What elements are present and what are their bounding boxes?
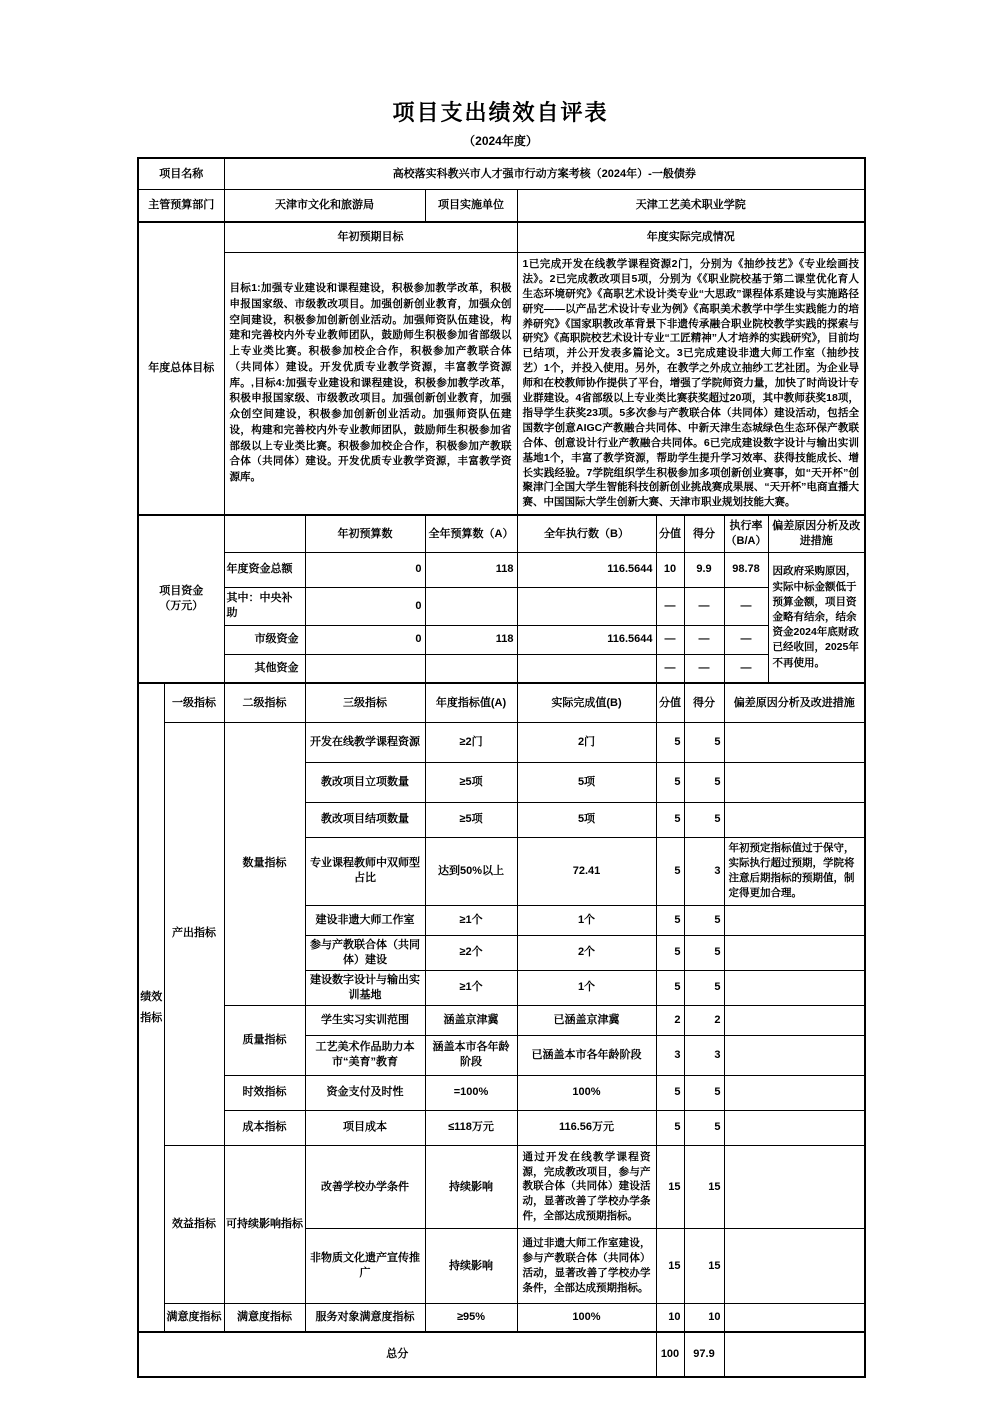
- total-score-label: 总分: [138, 1332, 656, 1377]
- indicator-target-cell: ≥1个: [425, 970, 517, 1005]
- self-evaluation-form: [137, 100, 864, 1378]
- funding-header-row: [138, 515, 865, 552]
- funding-municipal-rate: —: [724, 625, 768, 654]
- funding-other-score-max: —: [656, 654, 684, 683]
- indicator-score-cell: 15: [684, 1145, 724, 1229]
- funding-row-other: [138, 654, 865, 683]
- indicator-score-cell: 5: [684, 1075, 724, 1110]
- funding-total-score: 9.9: [684, 552, 724, 587]
- indicator-score-cell: 15: [684, 1229, 724, 1304]
- indicator-actual-cell: 1个: [517, 970, 656, 1005]
- level1-output-label: 产出指标: [164, 722, 224, 1145]
- indicator-deviation-cell: [724, 935, 865, 970]
- indicator-name-cell: 教改项目立项数量: [305, 762, 425, 802]
- funding-total-initial: 0: [305, 552, 425, 587]
- indicator-actual-cell: 2个: [517, 935, 656, 970]
- indicator-row: [138, 722, 865, 762]
- indicator-deviation-cell: [724, 722, 865, 762]
- funding-other-label: 其他资金: [224, 654, 305, 683]
- funding-municipal-label: 市级资金: [224, 625, 305, 654]
- indicator-row: [138, 1075, 865, 1110]
- funding-total-exec: 116.5644: [517, 552, 656, 587]
- expected-goal-header: 年初预期目标: [224, 222, 517, 252]
- indicator-score-cell: 10: [684, 1304, 724, 1332]
- funding-municipal-exec: 116.5644: [517, 625, 656, 654]
- actual-completion-header: 年度实际完成情况: [517, 222, 865, 252]
- total-deviation-cell: [724, 1332, 865, 1377]
- funding-total-score-max: 10: [656, 552, 684, 587]
- indicator-deviation-cell: [724, 1229, 865, 1304]
- indicator-score-max-cell: 5: [656, 837, 684, 905]
- indicator-target-cell: ≥5项: [425, 802, 517, 837]
- implement-unit-value: 天津工艺美术职业学院: [517, 189, 865, 222]
- indicator-col-level3: 三级指标: [305, 683, 425, 722]
- funding-total-label: 年度资金总额: [224, 552, 305, 587]
- indicator-actual-cell: 已涵盖京津冀: [517, 1005, 656, 1035]
- indicator-score-max-cell: 5: [656, 1075, 684, 1110]
- indicator-actual-cell: 通过开发在线教学课程资源，完成教改项目，参与产教联合体（共同体）建设活动，显著改善了学校办学条件，全部达成预期指标。: [517, 1145, 656, 1229]
- indicator-deviation-cell: [724, 1304, 865, 1332]
- indicator-score-max-cell: 5: [656, 762, 684, 802]
- indicator-score-max-cell: 10: [656, 1304, 684, 1332]
- funding-central-rate: —: [724, 587, 768, 625]
- funding-row-central: [138, 587, 865, 625]
- funding-row-municipal: [138, 625, 865, 654]
- indicator-score-max-cell: 5: [656, 905, 684, 935]
- indicator-score-max-cell: 5: [656, 935, 684, 970]
- implement-unit-label: 项目实施单位: [425, 189, 517, 222]
- indicator-score-cell: 5: [684, 722, 724, 762]
- level2-satisfaction-label: 满意度指标: [224, 1304, 305, 1332]
- indicator-actual-cell: 116.56万元: [517, 1110, 656, 1145]
- indicator-target-cell: =100%: [425, 1075, 517, 1110]
- indicator-score-cell: 3: [684, 1035, 724, 1075]
- indicator-target-cell: 涵盖京津冀: [425, 1005, 517, 1035]
- funding-municipal-budget: 118: [425, 625, 517, 654]
- indicator-score-max-cell: 3: [656, 1035, 684, 1075]
- indicator-name-cell: 学生实习实训范围: [305, 1005, 425, 1035]
- indicator-score-max-cell: 5: [656, 802, 684, 837]
- level2-quality-label: 质量指标: [224, 1005, 305, 1075]
- annual-goal-label: 年度总体目标: [138, 222, 224, 515]
- indicator-target-cell: ≥2个: [425, 935, 517, 970]
- project-funding-label-line2: （万元）: [159, 600, 204, 613]
- funding-row-total: [138, 552, 865, 587]
- funding-blank-cell: [224, 515, 305, 552]
- indicator-target-cell: 持续影响: [425, 1145, 517, 1229]
- indicator-score-max-cell: 5: [656, 722, 684, 762]
- indicator-score-cell: 5: [684, 762, 724, 802]
- indicator-deviation-cell: [724, 1075, 865, 1110]
- indicator-row: [138, 1304, 865, 1332]
- indicator-deviation-cell: [724, 802, 865, 837]
- indicator-score-cell: 2: [684, 1005, 724, 1035]
- funding-col-annual-budget: 全年预算数（A）: [425, 515, 517, 552]
- indicator-name-cell: 非物质文化遗产宣传推广: [305, 1229, 425, 1304]
- indicator-target-cell: ≥5项: [425, 762, 517, 802]
- indicator-deviation-cell: [724, 762, 865, 802]
- funding-total-budget: 118: [425, 552, 517, 587]
- indicator-name-cell: 教改项目结项数量: [305, 802, 425, 837]
- indicator-score-max-cell: 5: [656, 1110, 684, 1145]
- indicator-col-score-max: 分值: [656, 683, 684, 722]
- indicator-score-cell: 3: [684, 837, 724, 905]
- indicator-col-score: 得分: [684, 683, 724, 722]
- funding-deviation-remark: 因政府采购原因，实际中标金额低于预算金额，项目资金略有结余，结余资金2024年底财政已经收回，2025年不再使用。: [768, 552, 865, 683]
- level2-cost-label: 成本指标: [224, 1110, 305, 1145]
- project-funding-label-line1: 项目资金: [159, 585, 204, 598]
- funding-municipal-score: —: [684, 625, 724, 654]
- indicator-name-cell: 资金支付及时性: [305, 1075, 425, 1110]
- indicator-actual-cell: 100%: [517, 1304, 656, 1332]
- budget-dept-label: 主管预算部门: [138, 189, 224, 222]
- indicator-name-cell: 建设非遗大师工作室: [305, 905, 425, 935]
- indicator-actual-cell: 已涵盖本市各年龄阶段: [517, 1035, 656, 1075]
- indicator-header-row: [138, 683, 865, 722]
- indicator-row: [138, 1110, 865, 1145]
- total-score-row: [138, 1332, 865, 1377]
- indicator-name-cell: 专业课程教师中双师型占比: [305, 837, 425, 905]
- budget-dept-value: 天津市文化和旅游局: [224, 189, 425, 222]
- indicator-row: [138, 1005, 865, 1035]
- funding-central-exec: [517, 587, 656, 625]
- funding-total-rate: 98.78: [724, 552, 768, 587]
- indicator-target-cell: 达到50%以上: [425, 837, 517, 905]
- indicator-actual-cell: 100%: [517, 1075, 656, 1110]
- funding-other-exec: [517, 654, 656, 683]
- indicator-name-cell: 项目成本: [305, 1110, 425, 1145]
- indicator-target-cell: ≤118万元: [425, 1110, 517, 1145]
- actual-completion-text: 1已完成开发在线教学课程资源2门，分别为《抽纱技艺》《专业绘画技法》。2已完成教改项目5项，分别为《《职业院校基于第二课堂优化育人生态环境研究》《高职艺术设计类专业“大思政”课程体系建设与实施路径研究——以产品艺术设计专业为例》《高职美术教学中学生实践能力的培养研究》《国家职教改革背景下非遗传承融合职业院校教学实践的探索与研究》《高职院校艺术设计专业“工匠精神”人才培养的实践研究》，目前均已结项，并公开发表多篇论文。3已完成建设非遗大师工作室（抽纱技艺）1个，并投入使用。另外，在教学之外成立抽纱工艺社团。为企业导师和在校教师协作提供了平台，增强了学院师资力量，加快了时尚设计专业群建设。4省部级以上专业类比赛获奖超过20项，其中教师获奖18项，指导学生获奖23项。5多次参与产教联合体（共同体）建设活动，包括全国数字创意AIGC产教融合共同体、中新天津生态城绿色生态环保产教联合体、创意设计行业产教融合共同体。6已完成建设数字设计与输出实训基地1个，丰富了教学资源，帮助学生提升学习效率、获得技能成长、增长实践经验。7学院组织学生积极参加多项创新创业赛事，如“天开杯”创聚津门全国大学生智能科技创新创业挑战赛成果展、“天开杯”电商直播大赛、中国国际大学生创新大赛、天津市职业规划技能大赛。: [517, 252, 865, 515]
- indicator-target-cell: ≥1个: [425, 905, 517, 935]
- indicator-name-cell: 工艺美术作品助力本市“美育”教育: [305, 1035, 425, 1075]
- performance-indicator-section-label: 绩效指标: [138, 683, 164, 1331]
- indicator-name-cell: 开发在线教学课程资源: [305, 722, 425, 762]
- indicator-actual-cell: 通过非遗大师工作室建设，参与产教联合体（共同体）活动，显著改善了学校办学条件，全部达成预期指标。: [517, 1229, 656, 1304]
- project-funding-label: [138, 515, 224, 683]
- indicator-score-cell: 5: [684, 802, 724, 837]
- indicator-name-cell: 服务对象满意度指标: [305, 1304, 425, 1332]
- form-title: 项目支出绩效自评表: [392, 100, 609, 125]
- total-score-max: 100: [656, 1332, 684, 1377]
- indicator-name-cell: 改善学校办学条件: [305, 1145, 425, 1229]
- project-name-value: 高校落实科教兴市人才强市行动方案考核（2024年）-一般债券: [224, 158, 865, 189]
- goals-content-row: [138, 252, 865, 515]
- level2-sustainable-label: 可持续影响指标: [224, 1145, 305, 1304]
- level2-timeliness-label: 时效指标: [224, 1075, 305, 1110]
- funding-other-score: —: [684, 654, 724, 683]
- funding-central-label: 其中：中央补助: [224, 587, 305, 625]
- indicator-deviation-cell: 年初预定指标值过于保守，实际执行超过预期，学院将注意后期指标的预期值，制定得更加合理。: [724, 837, 865, 905]
- total-score-value: 97.9: [684, 1332, 724, 1377]
- self-evaluation-table: [137, 157, 866, 1377]
- funding-central-initial: 0: [305, 587, 425, 625]
- indicator-score-cell: 5: [684, 905, 724, 935]
- indicator-actual-cell: 72.41: [517, 837, 656, 905]
- project-name-row: [138, 158, 865, 189]
- indicator-deviation-cell: [724, 1145, 865, 1229]
- funding-central-score: —: [684, 587, 724, 625]
- indicator-name-cell: 建设数字设计与输出实训基地: [305, 970, 425, 1005]
- indicator-actual-cell: 5项: [517, 802, 656, 837]
- indicator-score-cell: 5: [684, 935, 724, 970]
- funding-col-exec-rate: [724, 515, 768, 552]
- indicator-deviation-cell: [724, 1035, 865, 1075]
- indicator-row: [138, 1145, 865, 1229]
- funding-col-deviation: 偏差原因分析及改进措施: [768, 515, 865, 552]
- funding-col-exec-rate-line1: 执行率: [729, 520, 763, 533]
- indicator-name-cell: 参与产教联合体（共同体）建设: [305, 935, 425, 970]
- indicator-score-cell: 5: [684, 1110, 724, 1145]
- goals-header-row: [138, 222, 865, 252]
- indicator-col-level1: 一级指标: [164, 683, 224, 722]
- funding-municipal-score-max: —: [656, 625, 684, 654]
- indicator-target-cell: ≥2门: [425, 722, 517, 762]
- indicator-score-max-cell: 15: [656, 1229, 684, 1304]
- funding-municipal-initial: 0: [305, 625, 425, 654]
- indicator-deviation-cell: [724, 905, 865, 935]
- indicator-col-actual: 实际完成值(B): [517, 683, 656, 722]
- indicator-score-cell: 5: [684, 970, 724, 1005]
- indicator-actual-cell: 1个: [517, 905, 656, 935]
- indicator-actual-cell: 5项: [517, 762, 656, 802]
- funding-col-score: 得分: [684, 515, 724, 552]
- indicator-deviation-cell: [724, 1110, 865, 1145]
- indicator-target-cell: ≥95%: [425, 1304, 517, 1332]
- indicator-target-cell: 涵盖本市各年龄阶段: [425, 1035, 517, 1075]
- indicator-score-max-cell: 5: [656, 970, 684, 1005]
- level1-benefit-label: 效益指标: [164, 1145, 224, 1304]
- funding-central-score-max: —: [656, 587, 684, 625]
- level1-satisfaction-label: 满意度指标: [164, 1304, 224, 1332]
- indicator-score-max-cell: 2: [656, 1005, 684, 1035]
- indicator-score-max-cell: 15: [656, 1145, 684, 1229]
- funding-col-exec-rate-line2: （B/A）: [725, 535, 767, 548]
- indicator-deviation-cell: [724, 970, 865, 1005]
- funding-central-budget: [425, 587, 517, 625]
- level2-quantity-label: 数量指标: [224, 722, 305, 1005]
- funding-other-budget: [425, 654, 517, 683]
- indicator-col-deviation: 偏差原因分析及改进措施: [724, 683, 865, 722]
- indicator-col-target: 年度指标值(A): [425, 683, 517, 722]
- indicator-target-cell: 持续影响: [425, 1229, 517, 1304]
- department-row: [138, 189, 865, 222]
- funding-col-initial-budget: 年初预算数: [305, 515, 425, 552]
- project-name-label: 项目名称: [138, 158, 224, 189]
- expected-goal-text: 目标1:加强专业建设和课程建设，积极参加教学改革，积极申报国家级、市级教改项目。加强创新创业教育，加强众创空间建设，积极参加创新创业活动。加强师资队伍建设，构建和完善校内外专业教师团队，鼓励师生积极参加省部级以上专业类比赛。积极参加校企合作，积极参加产教联合体（共同体）建设。开发优质专业教学资源，丰富教学资源库。,目标4:加强专业建设和课程建设，积极参加教学改革，积极申报国家级、市级教改项目。加强创新创业教育，加强众创空间建设，积极参加创新创业活动。加强师资队伍建设，构建和完善校内外专业教师团队，鼓励师生积极参加省部级以上专业类比赛。积极参加校企合作，积极参加产教联合体（共同体）建设。开发优质专业教学资源，丰富教学资源库。: [224, 252, 517, 515]
- funding-other-initial: [305, 654, 425, 683]
- indicator-deviation-cell: [724, 1005, 865, 1035]
- funding-col-annual-exec: 全年执行数（B）: [517, 515, 656, 552]
- indicator-col-level2: 二级指标: [224, 683, 305, 722]
- indicator-actual-cell: 2门: [517, 722, 656, 762]
- funding-col-score-max: 分值: [656, 515, 684, 552]
- funding-other-rate: —: [724, 654, 768, 683]
- form-subtitle: （2024年度）: [463, 134, 538, 149]
